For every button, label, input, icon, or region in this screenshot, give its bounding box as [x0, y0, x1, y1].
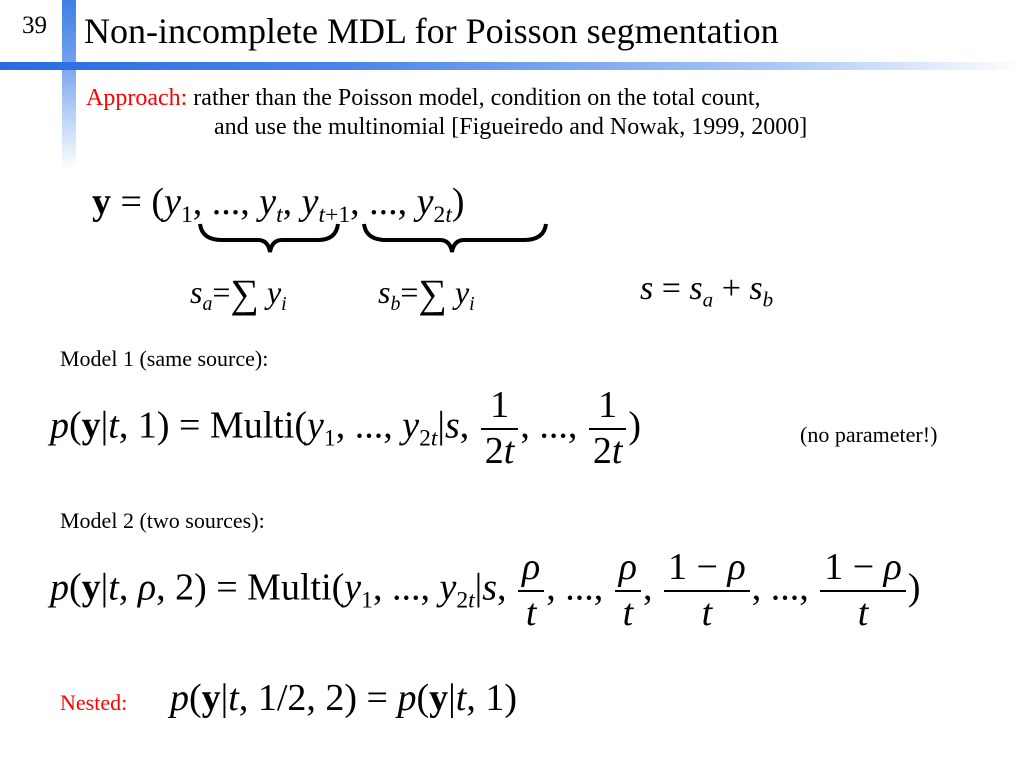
underbrace-right	[364, 224, 546, 252]
approach-label: Approach:	[86, 85, 188, 111]
model1-note: (no parameter!)	[800, 422, 938, 447]
total-sum: $s = s_a + s_b$	[640, 270, 774, 312]
slide-title: Non-incomplete MDL for Poisson segmentation	[84, 11, 779, 51]
sum-a: $s_a=\sum$ $y_i$	[190, 271, 287, 316]
nested-equation: p(y|t, 1/2, 2) = p(y|t, 1)	[170, 677, 517, 719]
sum-b: $s_b=\sum$ $y_i$	[378, 271, 475, 316]
model1-label: Model 1 (same source):	[60, 346, 269, 371]
approach-text-1: rather than the Poisson model, condition on the total count,	[193, 85, 761, 111]
model1-equation: p(y|t, $1) = Multi(y_1$, ..., $y_{2t}|s$, $\frac{1}{2t}$ , ..., $\frac{1}{2t}$ )	[50, 384, 642, 472]
vector-equation: $y = (y_1$, ..., $y_t$, $y_{t+1}$, ..., $y_{2t}$)	[92, 181, 465, 229]
slide-number: 39	[22, 12, 47, 39]
underbrace-left	[200, 224, 338, 252]
model2-equation: p(y|t, ρ, $2) = Multi(y_1$, ..., $y_{2t}|s$, $\frac{\rho}{t}$ , ..., $\frac{\rho}{t}$ , $\frac{1 - \rho}{t}$ , ..., $\frac{1 - \rho}{t}$ )	[50, 546, 921, 634]
model2-label: Model 2 (two sources):	[60, 508, 265, 533]
nested-label: Nested:	[60, 690, 128, 715]
approach-text-2: and use the multinomial [Figueiredo and Nowak, 1999, 2000]	[214, 114, 808, 140]
